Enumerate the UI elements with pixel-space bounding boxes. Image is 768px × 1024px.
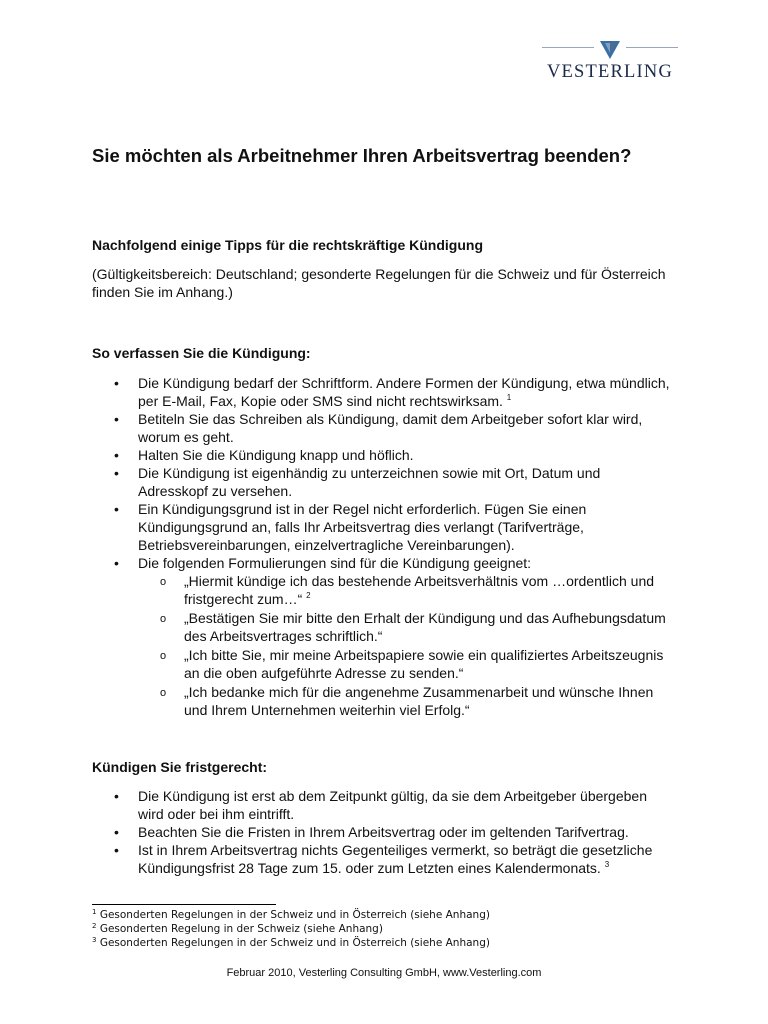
footnote: $^1$ Gesonderten Regelungen in der Schweiz und in Österreich (siehe Anhang) [92, 908, 490, 921]
page-footer: Februar 2010, Vesterling Consulting GmbH, www.Vesterling.com [226, 967, 542, 979]
list-item: • Die Kündigung ist erst ab dem Zeitpunkt gültig, da sie dem Arbeitgeber übergeben wird oder bei ihm eintrifft. [92, 787, 672, 823]
logo-brand-text: VESTERLING [546, 62, 674, 82]
footnote-ref: 3 [604, 860, 610, 869]
list-item: • Die Kündigung ist eigenhändig zu unterzeichnen sowie mit Ort, Datum und Adresskopf zu versehen. [92, 464, 672, 500]
list-item: • Die folgenden Formulierungen sind für die Kündigung geeignet: o „Hiermit kündige ich das bestehende Arbeitsverhältnis vom …ordentlich und fristgerecht zum…“ $^2$ o „Bestätigen Sie mir bitte den Erhalt der Kündigung und das Aufhebungsdatum des Arbeitsvertrages schriftlich.“ o „Ich bitte Sie, mir meine Arbeitspapiere sowie ein qualifiziertes Arbeitszeugnis an die oben aufgeführte Adresse zu senden.“ o „Ich bedanke mich für die angenehme Zusammenarbeit und wünsche Ihnen und Ihrem Unternehmen weiterhin viel Erfolg.“ [92, 554, 672, 719]
list-item: • Die Kündigung bedarf der Schriftform. Andere Formen der Kündigung, etwa mündlich, per E-Mail, Fax, Kopie oder SMS sind nicht rechtswirksam. $^1$ [92, 374, 672, 410]
v-icon [599, 40, 621, 60]
phrase-item: o „Hiermit kündige ich das bestehende Arbeitsverhältnis vom …ordentlich und fristgerecht zum…“ $^2$ [138, 572, 672, 608]
footnote-divider [92, 904, 276, 905]
phrase-item: o „Ich bitte Sie, mir meine Arbeitspapiere sowie ein qualifiziertes Arbeitszeugnis an die oben aufgeführte Adresse zu senden.“ [138, 646, 672, 682]
footnote-ref: 2 [306, 591, 311, 600]
list-item: • Ist in Ihrem Arbeitsvertrag nichts Gegenteiliges vermerkt, so beträgt die gesetzliche Kündigungsfrist 28 Tage zum 15. oder zum Letzten eines Kalendermonats. $^3$ [92, 841, 672, 877]
footnotes [92, 908, 490, 950]
phrase-list [138, 572, 672, 719]
list-item: • Beachten Sie die Fristen in Ihrem Arbeitsvertrag oder im geltenden Tarifvertrag. [92, 823, 672, 841]
vesterling-logo [542, 40, 678, 83]
section2-list [92, 787, 672, 877]
logo-rule-right [626, 47, 678, 48]
footnote-ref: 1 [506, 393, 512, 402]
section1-heading: So verfassen Sie die Kündigung: [92, 345, 311, 361]
list-item: • Halten Sie die Kündigung knapp und höflich. [92, 446, 672, 464]
page-title: Sie möchten als Arbeitnehmer Ihren Arbeitsvertrag beenden? [92, 145, 632, 166]
section2-heading: Kündigen Sie fristgerecht: [92, 759, 268, 775]
logo-rule-left [542, 47, 594, 48]
footnote: $^2$ Gesonderten Regelung in der Schweiz (siehe Anhang) [92, 922, 383, 935]
phrase-item: o „Bestätigen Sie mir bitte den Erhalt der Kündigung und das Aufhebungsdatum des Arbeitsvertrages schriftlich.“ [138, 609, 672, 645]
list-item: • Betiteln Sie das Schreiben als Kündigung, damit dem Arbeitgeber sofort klar wird, worum es geht. [92, 410, 672, 446]
intro-heading: Nachfolgend einige Tipps für die rechtskräftige Kündigung [92, 237, 483, 253]
scope-note: (Gültigkeitsbereich: Deutschland; gesonderte Regelungen für die Schweiz und für Österreich finden Sie im Anhang.) [92, 266, 666, 300]
phrase-item: o „Ich bedanke mich für die angenehme Zusammenarbeit und wünsche Ihnen und Ihrem Unternehmen weiterhin viel Erfolg.“ [138, 683, 672, 719]
footnote: $^3$ Gesonderten Regelungen in der Schweiz und in Österreich (siehe Anhang) [92, 936, 490, 949]
list-item: • Ein Kündigungsgrund ist in der Regel nicht erforderlich. Fügen Sie einen Kündigungsgrund an, falls Ihr Arbeitsvertrag dies verlangt (Tarifverträge, Betriebsvereinbarungen, einzelvertragliche Vereinbarungen). [92, 500, 672, 554]
section1-list [92, 374, 672, 720]
